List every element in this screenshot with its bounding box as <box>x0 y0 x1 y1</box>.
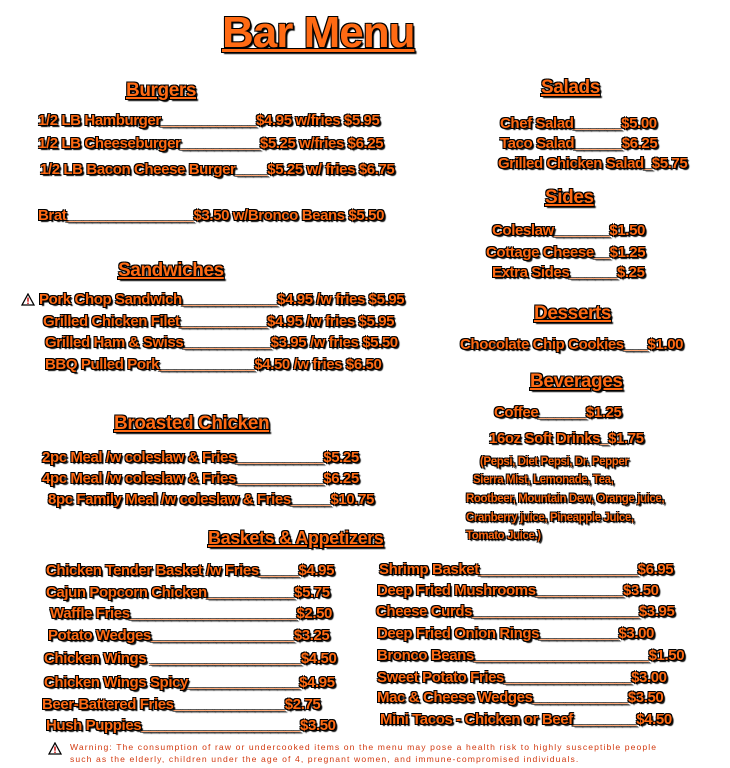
menu-item: Chicken Tender Basket /w Fries_____$4.95 <box>46 562 335 579</box>
menu-item: Cheese Curds_____________________$3.95 <box>376 603 675 620</box>
beverage-note: Tomato Juice.) <box>466 530 541 542</box>
baskets-appetizers-header: Baskets & Appetizers <box>208 528 384 548</box>
menu-item: Extra Sides______$.25 <box>492 264 645 281</box>
menu-item: 1/2 LB Bacon Cheese Burger____$5.25 w/ fries $6.75 <box>40 161 395 178</box>
menu-item: Deep Fried Mushrooms___________$3.50 <box>377 582 659 599</box>
menu-item: 8pc Family Meal /w coleslaw & Fries_____$10.75 <box>48 491 374 508</box>
menu-item: Coffee______$1.25 <box>494 404 622 421</box>
menu-item: Grilled Ham & Swiss___________$3.95 /w fries $5.50 <box>45 334 398 351</box>
menu-item: Mini Tacos - Chicken or Beef________$4.50 <box>380 711 672 728</box>
burgers-header: Burgers <box>126 80 197 101</box>
menu-item: Cajun Popcorn Chicken___________$5.75 <box>46 584 330 601</box>
menu-item: Chicken Wings Spicy______________$4.95 <box>44 674 335 691</box>
menu-item: Beer-Battered Fries______________$2.75 <box>42 696 321 713</box>
menu-item: Grilled Chicken Filet___________$4.95 /w fries $5.95 <box>43 313 395 330</box>
beverage-note: Rootbeer, Mountain Dew, Orange juice, <box>466 493 665 505</box>
menu-item: 2pc Meal /w coleslaw & Fries___________$5.25 <box>42 449 359 466</box>
menu-item: Waffle Fries_____________________$2.50 <box>50 605 332 622</box>
menu-item: Hush Puppies____________________$3.50 <box>46 717 336 734</box>
menu-item: 16oz Soft Drinks_$1.75 <box>489 430 644 447</box>
warning-icon <box>48 742 62 755</box>
desserts-header: Desserts <box>534 303 612 324</box>
menu-item: Sweet Potato Fries________________$3.00 <box>377 669 667 686</box>
menu-item: Coleslaw_______$1.50 <box>492 222 645 239</box>
menu-item: Shrimp Basket____________________$6.95 <box>379 561 674 578</box>
salads-header: Salads <box>541 77 600 98</box>
sandwiches-header: Sandwiches <box>118 260 224 281</box>
menu-item: Potato Wedges__________________$3.25 <box>48 627 330 644</box>
menu-item: 1/2 LB Hamburger____________$4.95 w/fries $5.95 <box>38 112 380 129</box>
beverage-note: Cranberry juice, Pineapple Juice, <box>466 512 634 524</box>
beverage-note: (Pepsi, Diet Pepsi, Dr. Pepper <box>480 456 629 468</box>
health-warning: Warning: The consumption of raw or undercooked items on the menu may pose a health risk to highly susceptible people such as the elderly, children under the age of 4, pregnant women, and immune-compromised individuals. <box>70 742 658 764</box>
menu-item: BBQ Pulled Pork____________$4.50 /w fries $6.50 <box>45 356 382 373</box>
warning-icon <box>21 293 35 306</box>
menu-item: Chef Salad______$5.00 <box>500 115 657 132</box>
menu-item: Bronco Beans______________________$1.50 <box>377 647 685 664</box>
menu-item: Taco Salad______$6.25 <box>500 135 658 152</box>
beverages-header: Beverages <box>530 371 623 392</box>
menu-item: Mac & Cheese Wedges____________$3.50 <box>377 689 664 706</box>
menu-item: Chicken Wings ___________________$4.50 <box>44 650 337 667</box>
broasted-chicken-header: Broasted Chicken <box>114 413 270 434</box>
sides-header: Sides <box>545 187 594 208</box>
menu-item: Brat________________$3.50 w/Bronco Beans $5.50 <box>38 207 385 224</box>
menu-item: Grilled Chicken Salad_$5.75 <box>498 155 688 172</box>
menu-title: Bar Menu <box>222 8 415 57</box>
menu-item: Deep Fried Onion Rings__________$3.00 <box>377 625 655 642</box>
menu-item: Cottage Cheese__$1.25 <box>486 244 646 261</box>
menu-item: 1/2 LB Cheeseburger__________$5.25 w/fries $6.25 <box>38 135 384 152</box>
menu-item: 4pc Meal /w coleslaw & Fries___________$6.25 <box>42 470 359 487</box>
menu-item: Pork Chop Sandwich____________$4.95 /w fries $5.95 <box>39 291 405 308</box>
menu-item: Chocolate Chip Cookies___$1.00 <box>460 336 684 353</box>
beverage-note: Sierra Mist, Lemonade, Tea, <box>473 474 614 486</box>
